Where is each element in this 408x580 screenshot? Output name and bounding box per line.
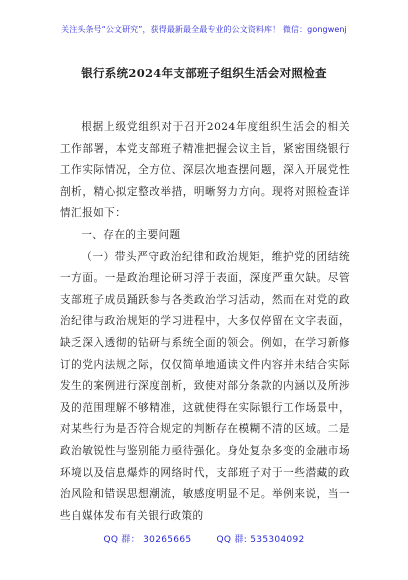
top-banner: 关注头条号“公文研究”，获得最新最全最专业的公文资料库！ 微信：gongwenj — [61, 25, 347, 34]
section-heading: 一、存在的主要问题 — [81, 228, 181, 241]
document-title: 银行系统2024年支部班子组织生活会对照检查 — [81, 66, 327, 80]
qq-group-2: QQ 群: 535304092 — [216, 535, 305, 545]
intro-paragraph: 根据上级党组织对于召开2024年度组织生活会的相关工作部署，本党支部班子精准把握会议主旨，紧密围绕银行工作实际情况，全方位、深层次地查摆问题，深入开展党性剖析，精心拟定整改举措，明晰努力方向。现将对照检查详情汇报如下： — [60, 121, 350, 220]
body-paragraph: （一）带头严守政治纪律和政治规矩，维护党的团结统一方面。一是政治理论研习浮于表面，深度严重欠缺。尽管支部班子成员踊跃参与各类政治学习活动，然而在对党的政治纪律与政治规矩的学习进程中，大多仅停留在文字表面，缺乏深入透彻的钻研与系统全面的领会。例如，在学习新修订的党内法规之际，仅仅简单地通读文件内容并未结合实际发生的案例进行深度剖析，致使对部分条款的内涵以及所涉及的范围理解不够精准，这就使得在实际银行工作场景中，对某些行为是否符合规定的判断存在模糊不清的区域。二是政治敏锐性与鉴别能力亟待强化。身处复杂多变的金融市场环境以及信息爆炸的网络时代，支部班子对于一些潜藏的政治风险和错误思想潮流，敏感度明显不足。举例来说，当一些自媒体发布有关银行政策的 — [60, 250, 350, 522]
document-body — [60, 117, 350, 527]
qq-group-1: QQ 群： 30265665 — [103, 535, 192, 545]
footer-contact — [0, 532, 408, 545]
